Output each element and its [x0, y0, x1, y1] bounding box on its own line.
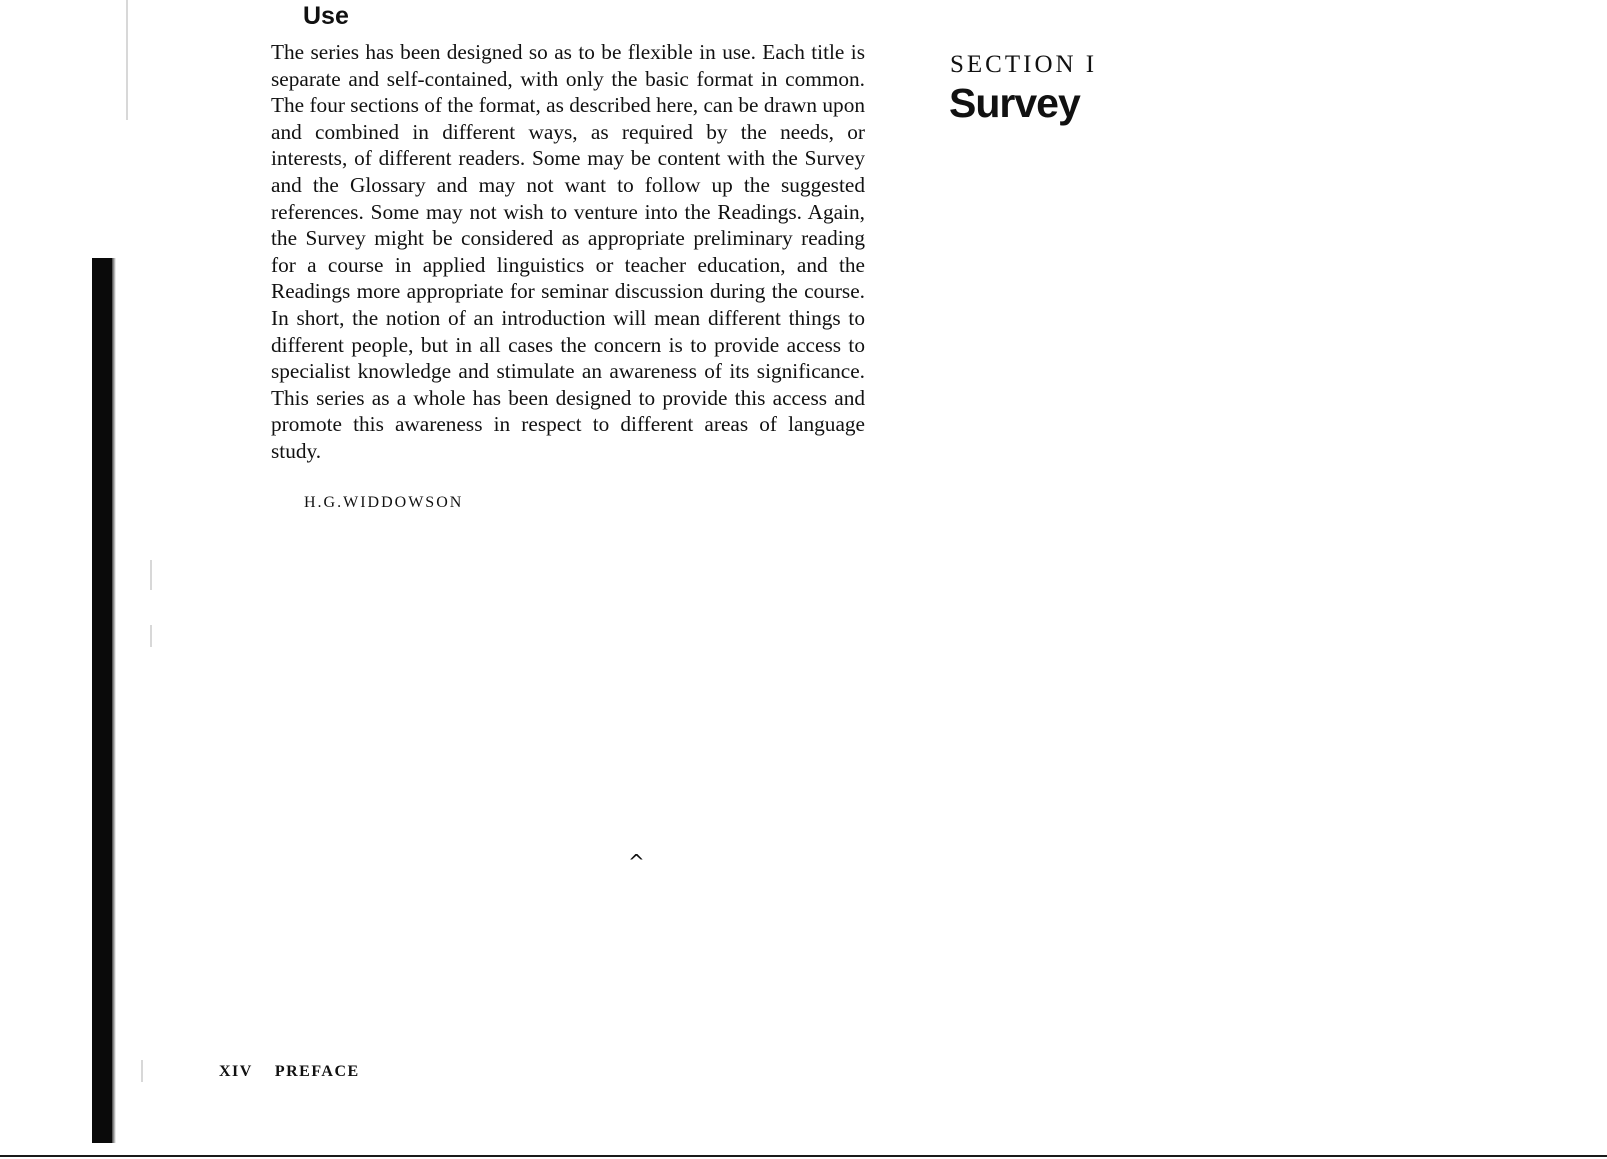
author-signature: H.G.WIDDOWSON [304, 494, 464, 511]
scan-speck [150, 625, 152, 647]
scan-speck [141, 1060, 143, 1082]
section-heading-use: Use [303, 2, 349, 30]
scan-speck [150, 560, 152, 590]
spine-edge-fade [112, 258, 116, 1143]
section-label: SECTION I [950, 51, 1098, 78]
page-bottom-edge [0, 1155, 1607, 1157]
running-head: PREFACE [274, 1063, 360, 1080]
book-spine-shadow [92, 258, 114, 1143]
section-title: Survey [949, 80, 1080, 126]
caret-mark: ^ [628, 850, 645, 874]
scan-speck [126, 0, 128, 120]
body-paragraph: The series has been designed so as to be flexible in use. Each title is separate and self-contained, with only the basic format in common. The four sections of the format, as described here, can be drawn upon and combined in different ways, as required by the needs, or interests, of different readers. Some may be content with the Survey and the Glossary and may not want to follow up the suggested references. Some may not wish to venture into the Readings. Again, the Survey might be considered as appropriate preliminary reading for a course in applied linguistics or teacher education, and the Readings more appropriate for seminar discussion during the course. In short, the notion of an introduction will mean different things to different people, but in all cases the concern is to provide access to specialist knowledge and stimulate an awareness of its significance. This series as a whole has been designed to provide this access and promote this awareness in respect to different areas of language study. [271, 40, 865, 463]
page-footer [219, 1063, 360, 1081]
page-number: XIV [219, 1063, 253, 1080]
